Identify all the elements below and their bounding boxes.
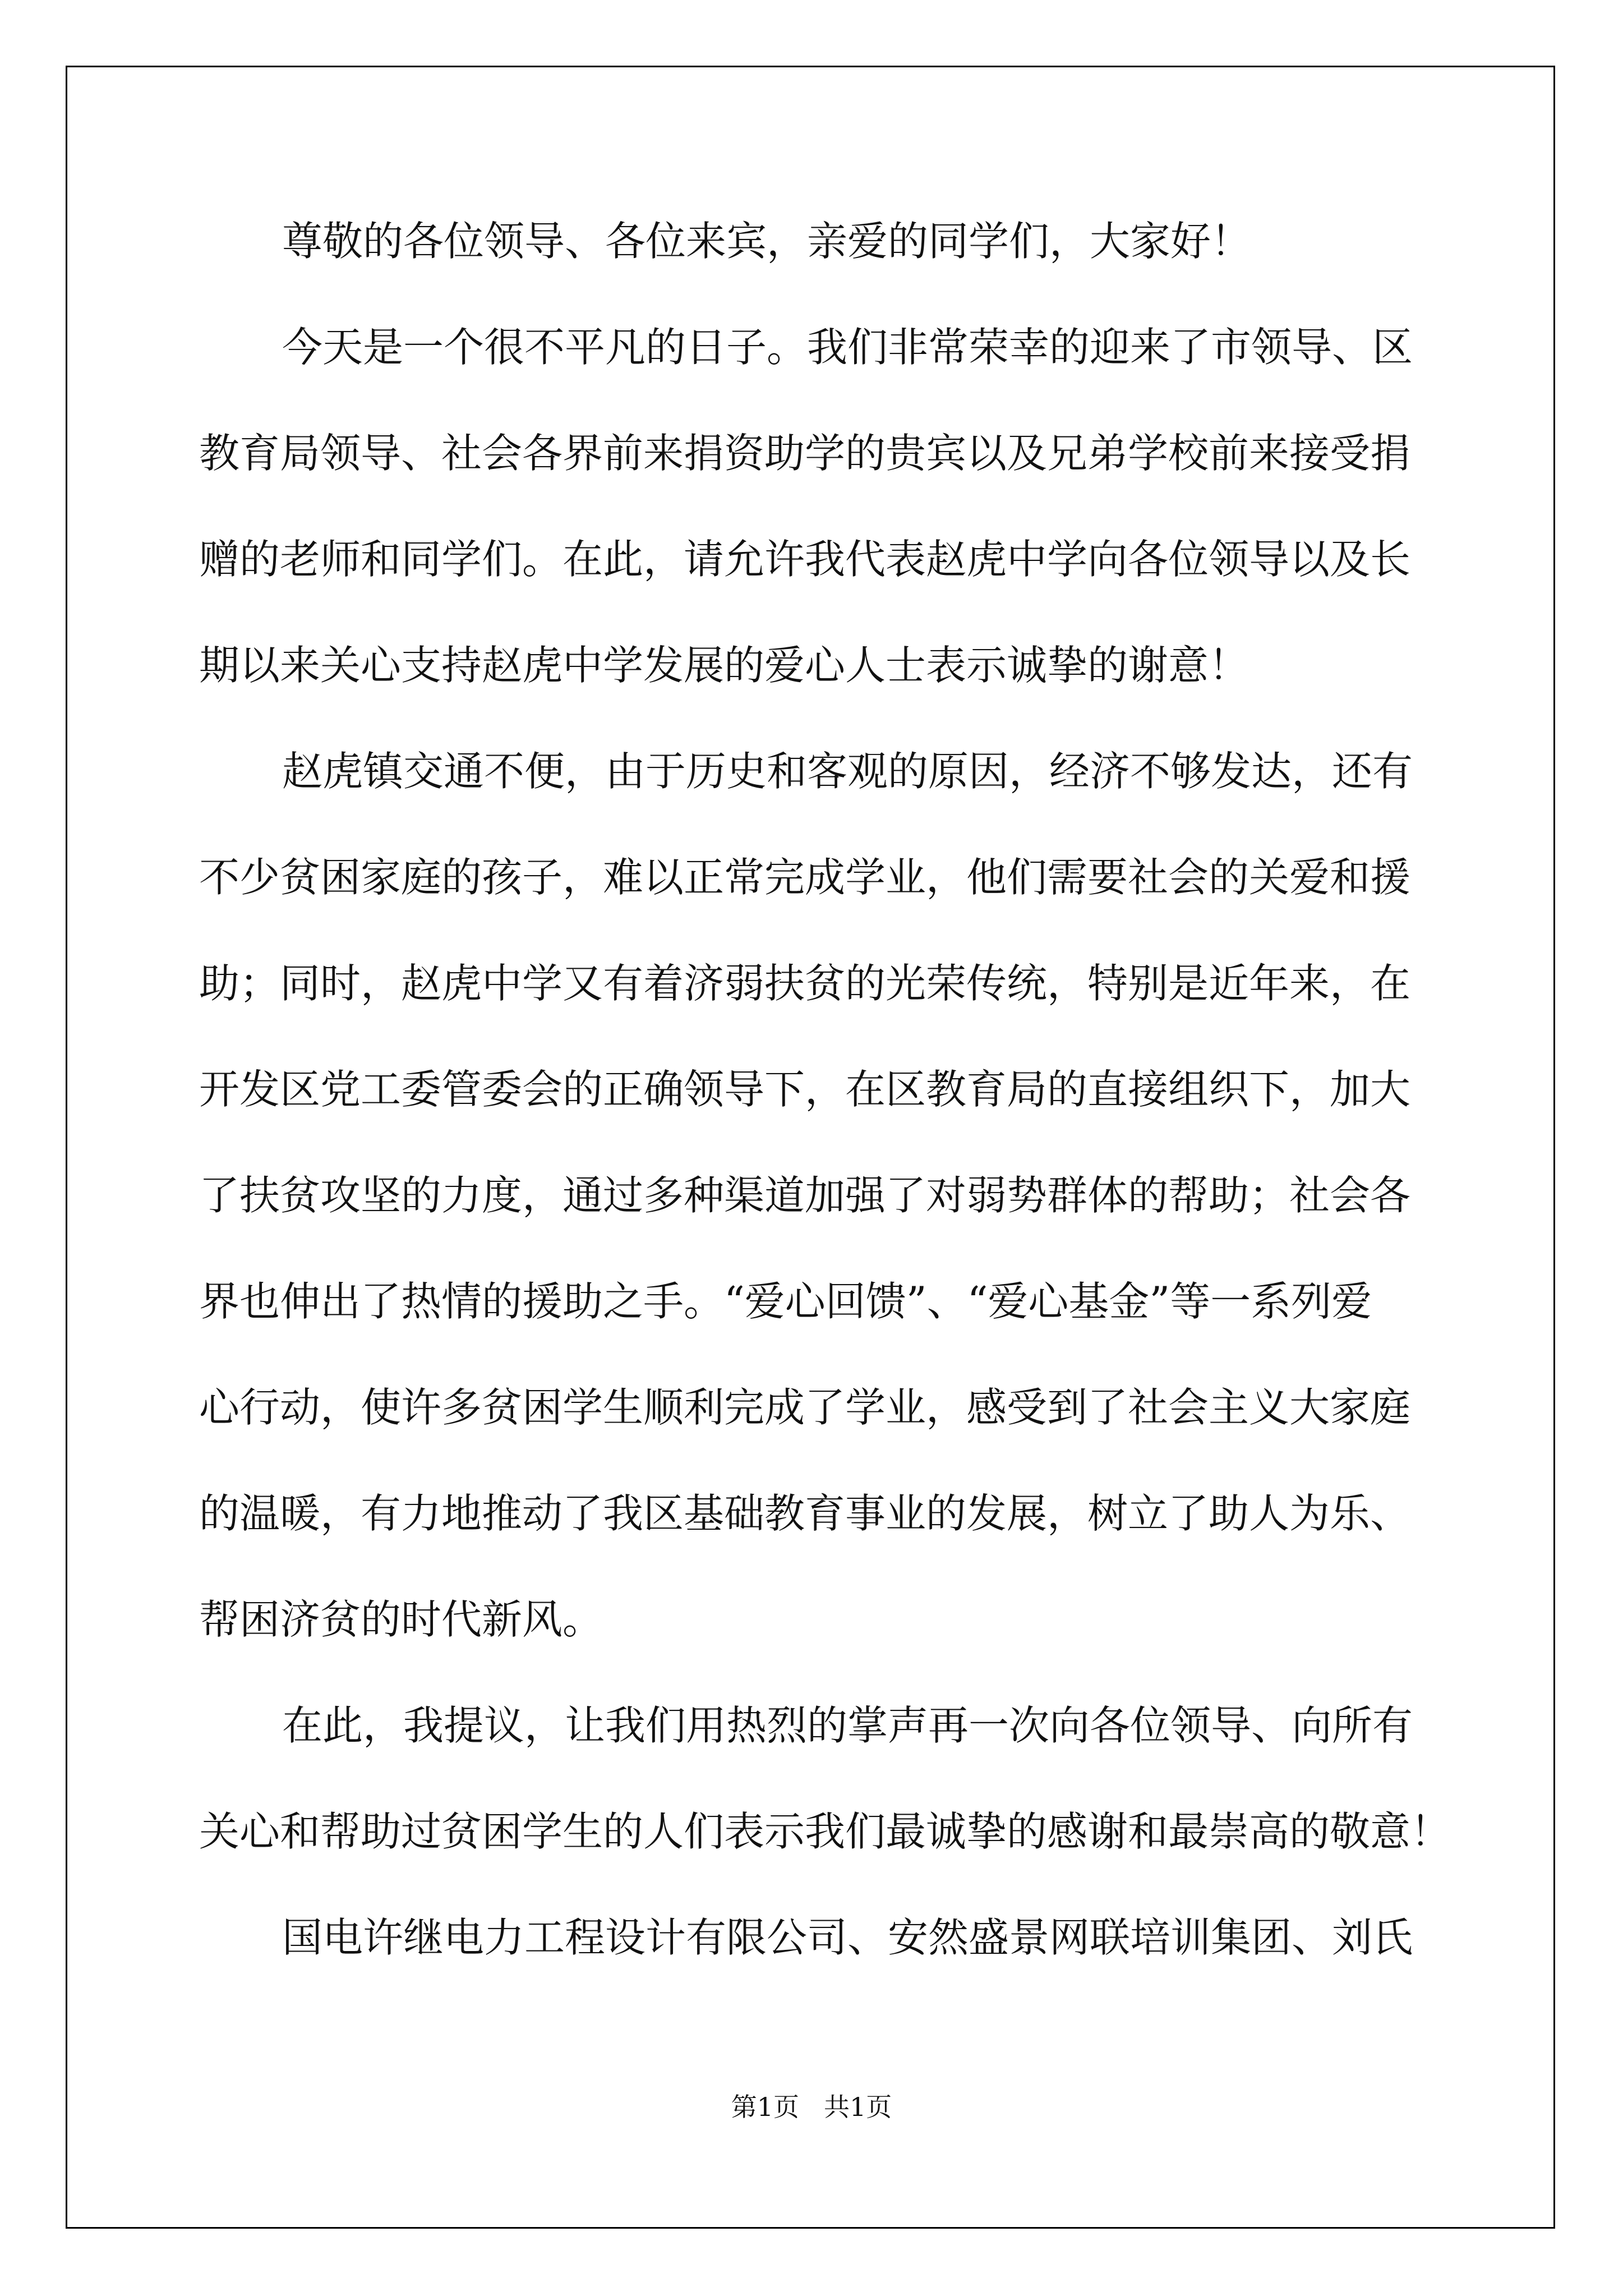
- text-line: 赵虎镇交通不便，由于历史和客观的原因，经济不够发达，还有: [282, 748, 1413, 795]
- text-line: 帮困济贫的时代新风。: [199, 1596, 603, 1643]
- text-line: 期以来关心支持赵虎中学发展的爱心人士表示诚挚的谢意！: [199, 642, 1249, 689]
- paragraph-donors: [199, 1910, 1433, 2016]
- paragraph-greeting: [199, 213, 1433, 319]
- document-body: [199, 213, 1451, 2016]
- text-line: 教育局领导、社会各界前来捐资助学的贵宾以及兄弟学校前来接受捐: [199, 430, 1411, 477]
- page-footer: [0, 2087, 1623, 2124]
- page-total: 共1页: [823, 2092, 892, 2122]
- text-line: 助；同时，赵虎中学又有着济弱扶贫的光荣传统，特别是近年来，在: [199, 960, 1411, 1007]
- text-line: 赠的老师和同学们。在此，请允许我代表赵虎中学向各位领导以及长: [199, 536, 1411, 583]
- text-line: 尊敬的各位领导、各位来宾，亲爱的同学们，大家好！: [282, 218, 1252, 265]
- paragraph-background: [199, 743, 1433, 1697]
- paragraph-applause: [199, 1697, 1451, 1910]
- text-line: 不少贫困家庭的孩子，难以正常完成学业，他们需要社会的关爱和援: [199, 854, 1411, 901]
- text-line: 在此，我提议，让我们用热烈的掌声再一次向各位领导、向所有: [282, 1702, 1413, 1749]
- text-line: 国电许继电力工程设计有限公司、安然盛景网联培训集团、刘氏: [282, 1914, 1413, 1961]
- text-line: 开发区党工委管委会的正确领导下，在区教育局的直接组织下，加大: [199, 1066, 1411, 1113]
- text-line: 今天是一个很不平凡的日子。我们非常荣幸的迎来了市领导、区: [282, 324, 1413, 371]
- text-line: 界也伸出了热情的援助之手。“爱心回馈”、“爱心基金”等一系列爱: [199, 1278, 1372, 1325]
- text-line: 关心和帮助过贫困学生的人们表示我们最诚挚的感谢和最崇高的敬意！: [199, 1808, 1451, 1855]
- text-line: 的温暖，有力地推动了我区基础教育事业的发展，树立了助人为乐、: [199, 1490, 1411, 1537]
- paragraph-welcome: [199, 319, 1433, 743]
- text-line: 心行动，使许多贫困学生顺利完成了学业，感受到了社会主义大家庭: [199, 1384, 1411, 1431]
- page-number: 第1页: [731, 2092, 800, 2122]
- text-line: 了扶贫攻坚的力度，通过多种渠道加强了对弱势群体的帮助；社会各: [199, 1172, 1411, 1219]
